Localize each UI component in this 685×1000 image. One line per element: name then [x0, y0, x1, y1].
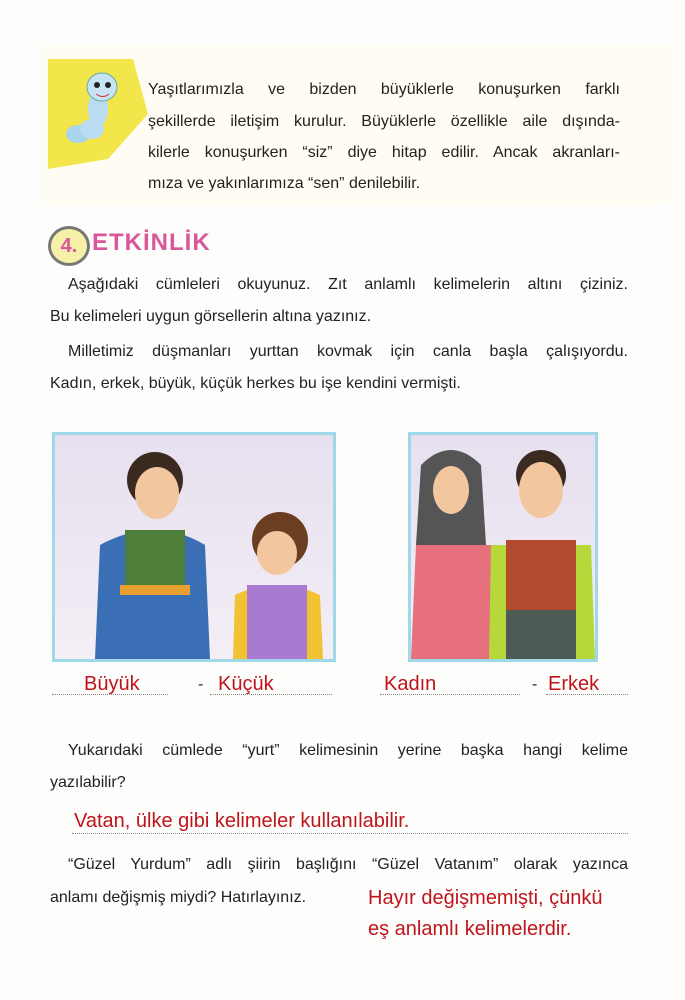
activity-number-badge: 4.	[48, 226, 90, 266]
answer-kadin: Kadın	[384, 673, 437, 695]
dash: -	[198, 676, 204, 693]
answer-text: Hayır değişmemişti, çünkü	[368, 887, 603, 909]
answer-text: eş anlamlı kelimelerdir.	[368, 918, 572, 940]
illustration-boys	[52, 432, 336, 662]
answer-text: Vatan, ülke gibi kelimeler kullanılabilir.	[74, 810, 410, 832]
illustration-man-woman	[408, 432, 598, 662]
activity-title: ETKİNLİK	[92, 229, 211, 256]
instruction-line: Bu kelimeleri uygun görsellerin altına yazınız.	[50, 308, 372, 325]
info-line: şekillerde iletişim kurulur. Büyüklerle özellikle aile dışında-	[148, 113, 620, 130]
info-line: kilerle konuşurken “siz” diye hitap edilir. Ancak akranları-	[148, 144, 620, 161]
question-line: “Güzel Yurdum” adlı şiirin başlığını “Güzel Vatanım” olarak yazınca	[68, 856, 628, 873]
instruction-line: Aşağıdaki cümleleri okuyunuz. Zıt anlamlı kelimelerin altını çiziniz.	[68, 276, 628, 293]
dash: -	[532, 676, 538, 693]
answer-buyuk: Büyük	[84, 673, 140, 695]
question-line: Yukarıdaki cümlede “yurt” kelimesinin yerine başka hangi kelime	[68, 742, 628, 759]
question-line: anlamı değişmiş miydi? Hatırlayınız.	[50, 889, 307, 906]
question-line: yazılabilir?	[50, 774, 126, 791]
sentence-line: Kadın, erkek, büyük, küçük herkes bu işe kendini vermişti.	[50, 375, 461, 392]
caterpillar-mascot-icon	[48, 59, 158, 169]
info-line: mıza ve yakınlarımıza “sen” denilebilir.	[148, 175, 421, 192]
answer-erkek: Erkek	[548, 673, 600, 695]
sentence-line: Milletimiz düşmanları yurttan kovmak için canla başla çalışıyordu.	[68, 343, 628, 360]
info-line: Yaşıtlarımızla ve bizden büyüklerle konuşurken farklı	[148, 81, 620, 98]
answer-kucuk: Küçük	[218, 673, 274, 695]
answer-line	[72, 833, 628, 834]
info-box	[40, 45, 670, 205]
